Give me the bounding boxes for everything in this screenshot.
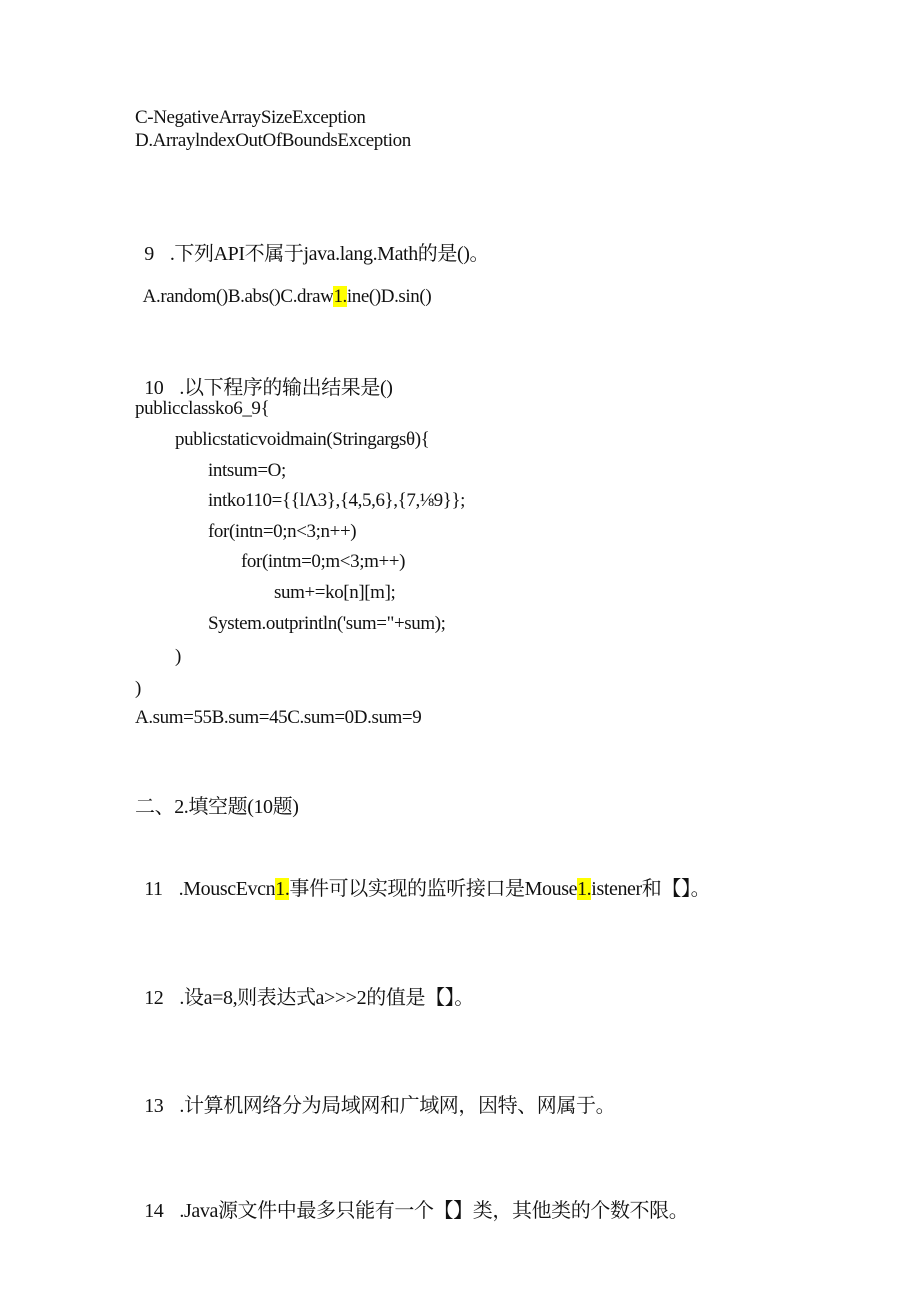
question-text: .以下程序的输出结果是() (179, 377, 393, 399)
question-text: .下列API不属于java.lang.Math的是()。 (169, 243, 490, 265)
question-number: 10 (144, 377, 164, 399)
question-text: .设a=8,则表达式a>>>2的值是【】。 (179, 987, 474, 1009)
question-text: .Java源文件中最多只能有一个【】类，其他类的个数不限。 (179, 1200, 689, 1222)
code-line: publicstaticvoidmain(Stringargsθ){ (175, 429, 430, 450)
question-number: 11 (144, 878, 163, 900)
question-number: 12 (144, 987, 164, 1009)
question-13 (135, 1070, 615, 1118)
highlight-mark: 1. (577, 878, 592, 900)
code-line: ) (135, 678, 141, 699)
q8-option-d: D.ArraylndexOutOfBoundsException (135, 130, 411, 151)
options-text: A.random()B.abs()C.draw (142, 286, 334, 307)
question-14 (135, 1175, 688, 1223)
q8-option-c: C-NegativeArraySizeException (135, 107, 366, 128)
code-line: intko110={{lΛ3},{4,5,6},{7,⅛9}}; (208, 490, 466, 511)
options-text: ine()D.sin() (346, 286, 432, 307)
question-text: .计算机网络分为局域网和广域网，因特、网属于。 (179, 1095, 616, 1117)
code-line: sum+=ko[n][m]; (274, 582, 396, 603)
question-text: .MouscEvcn (178, 878, 276, 900)
code-line: publicclassko6_9{ (135, 398, 270, 419)
question-10-options: A.sum=55B.sum=45C.sum=0D.sum=9 (135, 707, 422, 728)
code-line: intsum=O; (208, 460, 286, 481)
question-number: 13 (144, 1095, 164, 1117)
question-9-options (135, 261, 431, 309)
code-line: System.outprintln('sum="+sum); (208, 613, 446, 634)
question-text: 事件可以实现的监听接口是Mouse (289, 878, 578, 900)
code-line: for(intn=0;n<3;n++) (208, 521, 357, 542)
highlight-mark: 1. (275, 878, 290, 900)
question-text: istener和【】。 (591, 878, 711, 900)
code-line: ) (175, 646, 181, 667)
question-11 (135, 853, 710, 901)
question-9 (135, 218, 489, 266)
question-number: 9 (144, 243, 154, 265)
question-12 (135, 962, 474, 1010)
question-10 (135, 352, 393, 400)
section-title: 二、2.填空题(10题) (135, 796, 299, 818)
highlight-mark: 1. (333, 286, 347, 307)
question-number: 14 (144, 1200, 164, 1222)
code-line: for(intm=0;m<3;m++) (241, 551, 406, 572)
